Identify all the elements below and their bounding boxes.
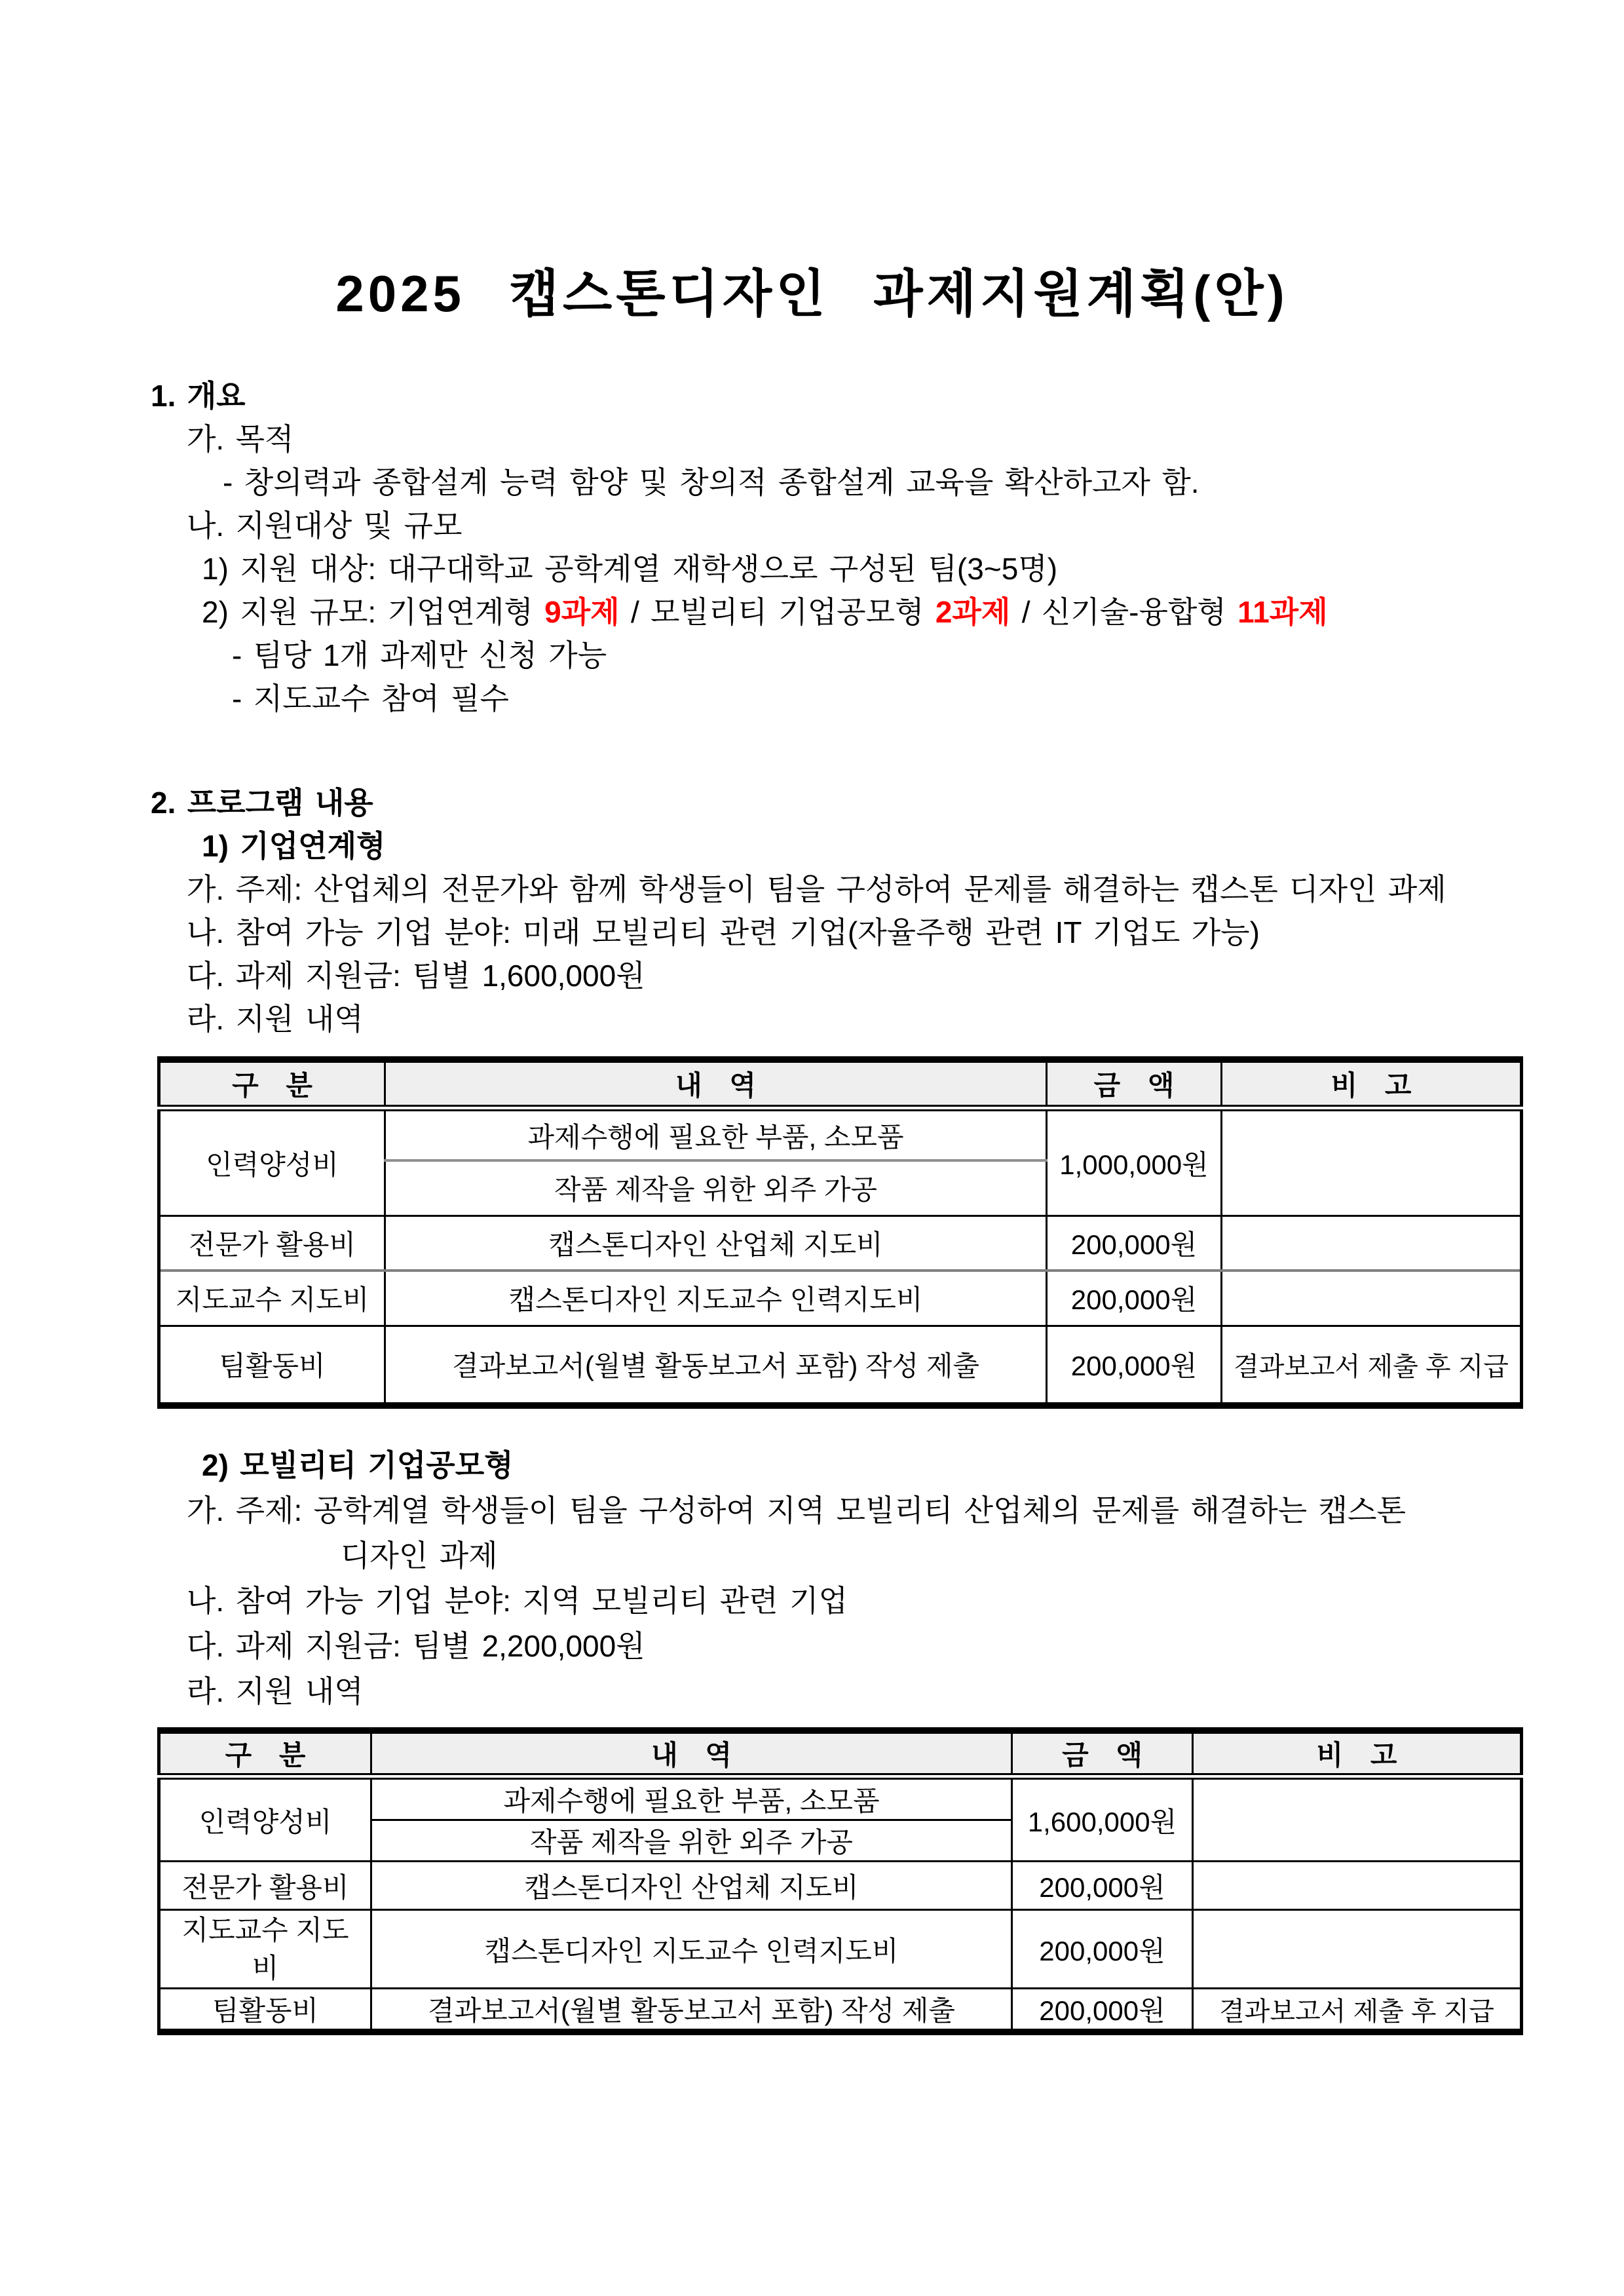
table2-team-note: 결과보고서 제출 후 지급 — [1193, 1989, 1522, 2033]
table2-manpower-amount: 1,600,000원 — [1012, 1776, 1193, 1862]
table1-header-amount: 금 액 — [1047, 1060, 1222, 1108]
section2-heading: 2. 프로그램 내용 — [151, 786, 373, 820]
sub2-item-support-detail-label: 라. 지원 내역 — [187, 1674, 364, 1708]
table1-expert-detail: 캡스톤디자인 산업체 지도비 — [385, 1215, 1047, 1271]
table1-team-detail: 결과보고서(월별 활동보고서 포함) 작성 제출 — [385, 1326, 1047, 1406]
table1-manpower-detail-1: 과제수행에 필요한 부품, 소모품 — [385, 1108, 1047, 1160]
table1-expert-category: 전문가 활용비 — [159, 1215, 385, 1271]
table2-professor-category: 지도교수 지도비 — [159, 1910, 371, 1989]
section2-sub2-heading: 2) 모빌리티 기업공모형 — [202, 1448, 514, 1482]
sub1-item-funding: 다. 과제 지원금: 팀별 1,600,000원 — [187, 959, 645, 993]
table2-professor-note — [1193, 1910, 1522, 1989]
sub2-item-funding: 다. 과제 지원금: 팀별 2,200,000원 — [187, 1629, 645, 1663]
table2-header-category: 구 분 — [159, 1731, 371, 1776]
table2-manpower-category: 인력양성비 — [159, 1776, 371, 1862]
table2-row-team — [159, 1989, 1522, 2033]
table2-row-expert — [159, 1862, 1522, 1910]
table2-manpower-detail-2: 작품 제작을 위한 외주 가공 — [371, 1820, 1012, 1862]
table2-expert-category: 전문가 활용비 — [159, 1862, 371, 1910]
table1-row-team — [159, 1326, 1522, 1406]
table1-team-category: 팀활동비 — [159, 1326, 385, 1406]
table2-professor-amount: 200,000원 — [1012, 1910, 1193, 1989]
table2-header-row — [159, 1731, 1522, 1776]
table2-row-professor — [159, 1910, 1522, 1989]
support-scale-count-newtech: 11과제 — [1237, 595, 1328, 629]
table1-team-note: 결과보고서 제출 후 지급 — [1222, 1326, 1522, 1406]
sub2-item-topic-line2: 디자인 과제 — [341, 1539, 498, 1573]
support-scale-count-mobility: 2과제 — [935, 595, 1011, 629]
support-scale-prefix: 2) 지원 규모: 기업연계형 — [202, 595, 545, 629]
table1-professor-category: 지도교수 지도비 — [159, 1271, 385, 1326]
sub1-item-topic: 가. 주제: 산업체의 전문가와 함께 학생들이 팀을 구성하여 문제를 해결하는 캡스톤 디자인 과제 — [187, 872, 1446, 906]
table2-expert-note — [1193, 1862, 1522, 1910]
support-scale-count-industry: 9과제 — [544, 595, 620, 629]
table2-team-detail: 결과보고서(월별 활동보고서 포함) 작성 제출 — [371, 1989, 1012, 2033]
sub1-item-company-field: 나. 참여 가능 기업 분야: 미래 모빌리티 관련 기업(자율주행 관련 IT 기업도 가능) — [187, 915, 1260, 949]
table2-expert-detail: 캡스톤디자인 산업체 지도비 — [371, 1862, 1012, 1910]
table1-header-detail: 내 역 — [385, 1060, 1047, 1108]
table2-professor-detail: 캡스톤디자인 지도교수 인력지도비 — [371, 1910, 1012, 1989]
section1-item-support-target: 1) 지원 대상: 대구대학교 공학계열 재학생으로 구성된 팀(3~5명) — [202, 552, 1058, 586]
section1-item-purpose: 가. 목적 — [187, 422, 294, 456]
table1-expert-amount: 200,000원 — [1047, 1215, 1222, 1271]
table2-manpower-detail-1: 과제수행에 필요한 부품, 소모품 — [371, 1776, 1012, 1820]
table1-team-amount: 200,000원 — [1047, 1326, 1222, 1406]
sub1-item-support-detail-label: 라. 지원 내역 — [187, 1002, 364, 1036]
table1-professor-note — [1222, 1271, 1522, 1326]
table2-expert-amount: 200,000원 — [1012, 1862, 1193, 1910]
table1-manpower-note — [1222, 1108, 1522, 1215]
document-body — [0, 374, 1624, 2035]
table1-header-category: 구 분 — [159, 1060, 385, 1108]
table1-row-expert — [159, 1215, 1522, 1271]
section1-item-purpose-detail: - 창의력과 종합설계 능력 함양 및 창의적 종합설계 교육을 확산하고자 함. — [223, 465, 1199, 499]
table1-professor-amount: 200,000원 — [1047, 1271, 1222, 1326]
section1-note-advisor-required: - 지도교수 참여 필수 — [232, 681, 509, 716]
section1-item-support-scale — [151, 590, 1522, 634]
table1-row-manpower-1 — [159, 1108, 1522, 1160]
table1-professor-detail: 캡스톤디자인 지도교수 인력지도비 — [385, 1271, 1047, 1326]
sub2-item-topic-line1: 가. 주제: 공학계열 학생들이 팀을 구성하여 지역 모빌리티 산업체의 문제를 해결하는 캡스톤 — [187, 1493, 1406, 1527]
table1-manpower-amount: 1,000,000원 — [1047, 1108, 1222, 1215]
table2-team-amount: 200,000원 — [1012, 1989, 1193, 2033]
section1-note-one-project: - 팀당 1개 과제만 신청 가능 — [232, 638, 607, 672]
table1-expert-note — [1222, 1215, 1522, 1271]
table1-header-note: 비 고 — [1222, 1060, 1522, 1108]
table1-manpower-detail-2: 작품 제작을 위한 외주 가공 — [385, 1160, 1047, 1215]
support-table-mobility-contest — [157, 1727, 1523, 2035]
table2-header-amount: 금 액 — [1012, 1731, 1193, 1776]
table2-header-detail: 내 역 — [371, 1731, 1012, 1776]
support-scale-mid2: / 신기술-융합형 — [1010, 595, 1238, 629]
table2-row-manpower-1 — [159, 1776, 1522, 1820]
section1-heading: 1. 개요 — [151, 379, 246, 413]
section1-item-target-scale: 나. 지원대상 및 규모 — [187, 508, 463, 543]
section2-sub1-heading: 1) 기업연계형 — [202, 829, 386, 863]
table1-row-professor — [159, 1271, 1522, 1326]
support-scale-mid1: / 모빌리티 기업공모형 — [619, 595, 935, 629]
table2-team-category: 팀활동비 — [159, 1989, 371, 2033]
table2-manpower-note — [1193, 1776, 1522, 1862]
table1-header-row — [159, 1060, 1522, 1108]
support-table-industry-linked — [157, 1056, 1523, 1409]
table2-header-note: 비 고 — [1193, 1731, 1522, 1776]
table1-manpower-category: 인력양성비 — [159, 1108, 385, 1215]
sub2-item-company-field: 나. 참여 가능 기업 분야: 지역 모빌리티 관련 기업 — [187, 1584, 848, 1618]
document-title: 2025 캡스톤디자인 과제지원계획(안) — [335, 265, 1289, 322]
